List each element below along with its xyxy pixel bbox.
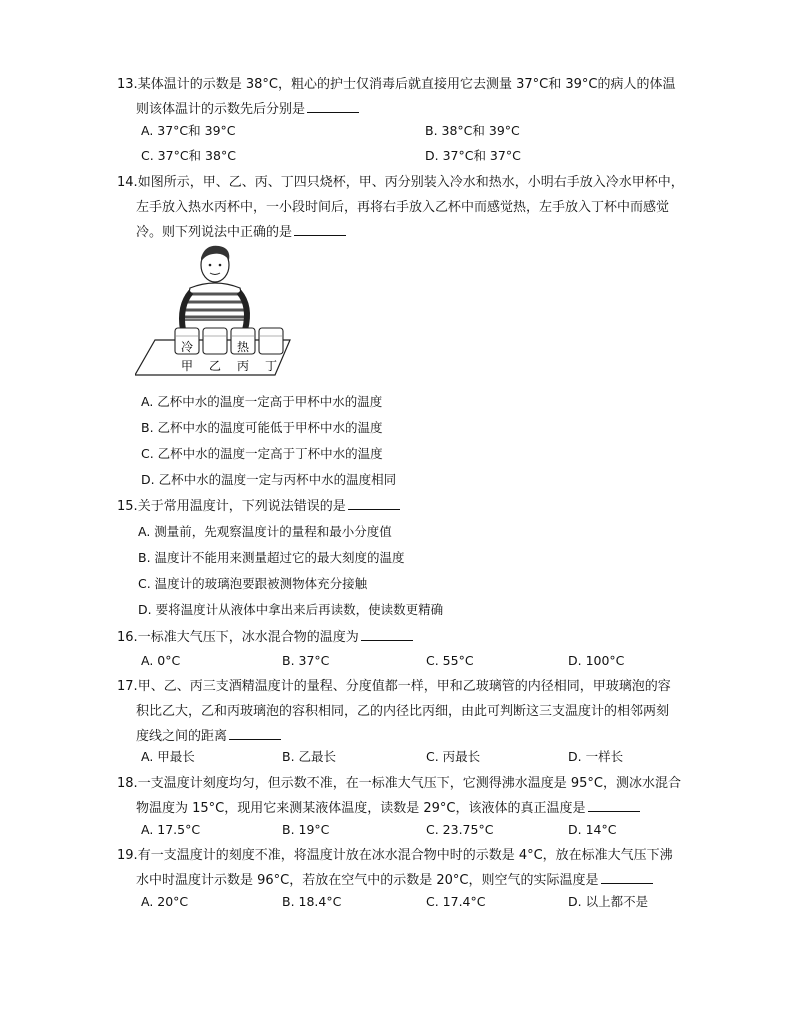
- option-15-b: B. 温度计不能用来测量超过它的最大刻度的温度: [138, 550, 405, 565]
- question-14-line-1: 14.如图所示，甲、乙、丙、丁四只烧杯，甲、丙分别装入冷水和热水，小明右手放入冷水甲杯中，: [117, 175, 684, 190]
- cup-jia-label: 甲: [181, 359, 194, 373]
- answer-blank: [588, 799, 640, 812]
- question-19-line-2: 水中时温度计示数是 96°C，若放在空气中的示数是 20°C，则空气的实际温度是: [136, 871, 653, 890]
- option-13-b: B. 38°C和 39°C: [425, 123, 520, 138]
- answer-blank: [601, 871, 653, 884]
- question-13-line-2: 则该体温计的示数先后分别是: [136, 100, 359, 119]
- option-15-c: C. 温度计的玻璃泡要跟被测物体充分接触: [138, 576, 368, 591]
- option-17-b: B. 乙最长: [282, 749, 337, 764]
- boy-with-beakers-illustration: [135, 240, 305, 380]
- option-14-d: D. 乙杯中水的温度一定与丙杯中水的温度相同: [141, 472, 397, 487]
- question-18-line-1: 18.一支温度计刻度均匀，但示数不准，在一标准大气压下，它测得沸水温度是 95°C，测冰水混合: [117, 776, 681, 791]
- option-13-c: C. 37°C和 38°C: [141, 148, 236, 163]
- cup-ding-label: 丁: [265, 359, 278, 373]
- question-19-line-1: 19.有一支温度计的刻度不准，将温度计放在冰水混合物中时的示数是 4°C，放在标准大气压下沸: [117, 848, 673, 863]
- answer-blank: [348, 497, 400, 510]
- option-17-c: C. 丙最长: [426, 749, 481, 764]
- option-15-a: A. 测量前，先观察温度计的量程和最小分度值: [138, 524, 392, 539]
- option-18-a: A. 17.5°C: [141, 822, 201, 837]
- question-14-line-3: 冷。则下列说法中正确的是: [136, 223, 346, 242]
- question-18-line-2: 物温度为 15°C，现用它来测某液体温度，读数是 29°C，该液体的真正温度是: [136, 799, 640, 818]
- option-19-a: A. 20°C: [141, 894, 189, 909]
- answer-blank: [294, 223, 346, 236]
- cold-label: 冷: [181, 340, 194, 354]
- question-17-line-1: 17.甲、乙、丙三支酒精温度计的量程、分度值都一样，甲和乙玻璃管的内径相同，甲玻璃泡的容: [117, 679, 671, 694]
- option-14-a: A. 乙杯中水的温度一定高于甲杯中水的温度: [141, 394, 383, 409]
- option-18-d: D. 14°C: [568, 822, 617, 837]
- option-18-c: C. 23.75°C: [426, 822, 494, 837]
- answer-blank: [229, 727, 281, 740]
- beakers-figure: [135, 240, 305, 380]
- option-19-b: B. 18.4°C: [282, 894, 342, 909]
- option-14-b: B. 乙杯中水的温度可能低于甲杯中水的温度: [141, 420, 383, 435]
- question-17-line-3: 度线之间的距离: [136, 727, 281, 746]
- option-16-a: A. 0°C: [141, 653, 181, 668]
- option-15-d: D. 要将温度计从液体中拿出来后再读数，使读数更精确: [138, 602, 444, 617]
- option-14-c: C. 乙杯中水的温度一定高于丁杯中水的温度: [141, 446, 383, 461]
- cup-bing-label: 丙: [237, 359, 250, 373]
- option-17-d: D. 一样长: [568, 749, 624, 764]
- option-19-d: D. 以上都不是: [568, 894, 649, 909]
- option-16-b: B. 37°C: [282, 653, 330, 668]
- option-19-c: C. 17.4°C: [426, 894, 486, 909]
- option-13-d: D. 37°C和 37°C: [425, 148, 521, 163]
- option-13-a: A. 37°C和 39°C: [141, 123, 236, 138]
- cup-yi-label: 乙: [209, 359, 222, 373]
- question-15-line-1: 15.关于常用温度计，下列说法错误的是: [117, 497, 400, 516]
- option-16-c: C. 55°C: [426, 653, 474, 668]
- question-14-line-2: 左手放入热水丙杯中，一小段时间后，再将右手放入乙杯中而感觉热，左手放入丁杯中而感觉: [136, 200, 670, 215]
- hot-label: 热: [237, 340, 250, 354]
- question-17-line-2: 积比乙大，乙和丙玻璃泡的容积相同，乙的内径比丙细，由此可判断这三支温度计的相邻两刻: [136, 704, 670, 719]
- question-13-line-1: 13.某体温计的示数是 38°C，粗心的护士仅消毒后就直接用它去测量 37°C和 39°C的病人的体温: [117, 77, 676, 92]
- option-17-a: A. 甲最长: [141, 749, 195, 764]
- option-16-d: D. 100°C: [568, 653, 625, 668]
- answer-blank: [307, 100, 359, 113]
- answer-blank: [361, 628, 413, 641]
- question-16-line-1: 16.一标准大气压下，冰水混合物的温度为: [117, 628, 413, 647]
- option-18-b: B. 19°C: [282, 822, 330, 837]
